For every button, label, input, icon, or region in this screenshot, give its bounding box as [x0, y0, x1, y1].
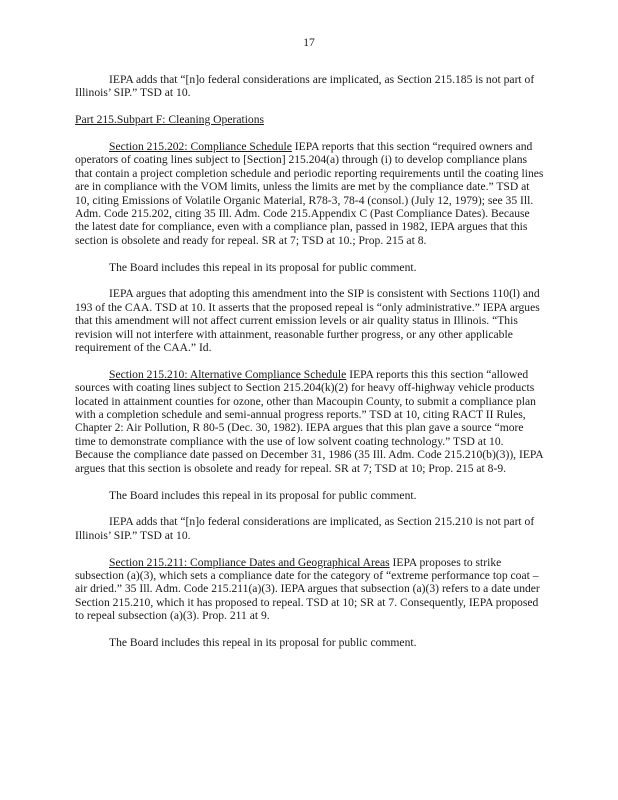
document-body [75, 73, 545, 663]
paragraph-section-215-211 [75, 556, 545, 623]
section-215-202-heading: Section 215.202: Compliance Schedule [109, 140, 292, 153]
section-215-202-text: IEPA reports that this section “required owners and operators of coating lines subject to [Section] 215.204(a) through (i) to develop compliance plans that contain a project completion schedule and periodic reporting requirements until the coating lines are in compliance with the VOM limits, unless the limits are met by the compliance date.” TSD at 10, citing Emissions of Volatile Organic Material, R78-3, 78-4 (consol.) (July 12, 1979); see 35 Ill. Adm. Code 215.202, citing 35 Ill. Adm. Code 215.Appendix C (Past Compliance Dates). Because the latest date for compliance, even with a compliance plan, passed in 1982, IEPA argues that this section is obsolete and ready for repeal. SR at 7; TSD at 10.; Prop. 215 at 8. [75, 140, 544, 247]
paragraph-federal-215-210: IEPA adds that “[n]o federal considerations are implicated, as Section 215.210 is not part of Illinois’ SIP.” TSD at 10. [75, 515, 535, 542]
paragraph-board-repeal-2: The Board includes this repeal in its proposal for public comment. [109, 488, 417, 502]
paragraph-board-repeal-1: The Board includes this repeal in its proposal for public comment. [109, 260, 417, 274]
section-heading-text: Part 215.Subpart F: Cleaning Operations [75, 113, 265, 127]
section-215-211-text: IEPA proposes to strike subsection (a)(3), which sets a compliance date for the category of “extreme performance top coat – air dried.” 35 Ill. Adm. Code 215.211(a)(3). IEPA argues that subsection (a)(3) refers to a date under Section 215.210, which it has proposed to repeal. TSD at 10; SR at 7. Consequently, IEPA proposed to repeal subsection (a)(3). Prop. 211 at 9. [75, 555, 540, 623]
section-215-211-heading: Section 215.211: Compliance Dates and Geographical Areas [109, 555, 390, 569]
page-number: 17 [303, 36, 315, 49]
paragraph-section-215-210 [75, 368, 545, 475]
paragraph-federal-215-185: IEPA adds that “[n]o federal considerations are implicated, as Section 215.185 is not part of Illinois’ SIP.” TSD at 10. [75, 73, 535, 100]
section-heading [75, 113, 545, 126]
paragraph-sip-consistency: IEPA argues that adopting this amendment into the SIP is consistent with Sections 110(l) and 193 of the CAA. TSD at 10. It asserts that the proposed repeal is “only administrative.” IEPA argues that this amendment will not affect current emission levels or air quality status in Illinois. “This revision will not interfere with attainment, reasonable further progress, or any other applicable requirement of the CAA.” Id. [75, 287, 540, 355]
section-215-210-text: IEPA reports this this section “allowed sources with coating lines subject to Section 215.204(k)(2) for heavy off-highway vehicle products located in attainment counties for ozone, other than Macoupin County, to submit a compliance plan with a completion schedule and semi-annual progress reports.” TSD at 10, citing RACT II Rules, Chapter 2: Air Pollution, R 80-5 (Dec. 30, 1982). IEPA argues that this plan gave a source “more time to demonstrate compliance with the use of low solvent coating technology.” TSD at 10. Because the compliance date passed on December 31, 1986 (35 Ill. Adm. Code 215.210(b)(3)), IEPA argues that this section is obsolete and ready for repeal. SR at 7; TSD at 10; Prop. 215 at 8-9. [75, 367, 544, 475]
paragraph-section-215-202 [75, 140, 545, 247]
paragraph-board-repeal-3: The Board includes this repeal in its proposal for public comment. [109, 635, 417, 649]
section-215-210-heading: Section 215.210: Alternative Compliance Schedule [109, 367, 347, 381]
